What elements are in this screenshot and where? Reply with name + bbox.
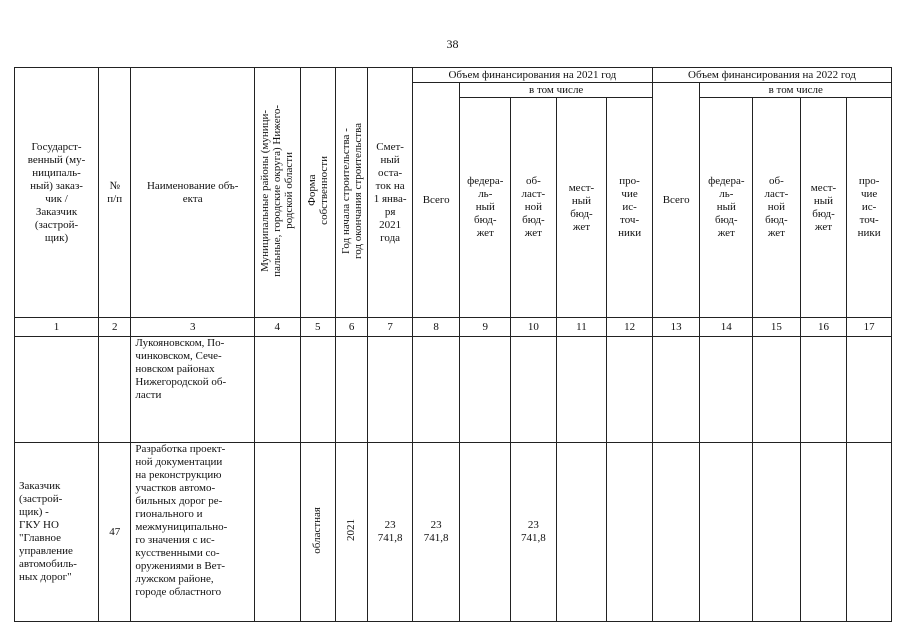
column-number: 5	[300, 318, 335, 337]
header-fin-2022: Объем финансирования на 2022 год	[652, 68, 891, 83]
header-fin-2021: Объем финансирования на 2021 год	[412, 68, 652, 83]
header-total-2021: Всего	[412, 83, 460, 318]
header-regional-2022: об- ласт- ной бюд- жет	[753, 98, 801, 318]
table-row	[15, 443, 892, 622]
row-regional-2022	[753, 337, 801, 443]
row-customer: Заказчик (застрой- щик) - ГКУ НО "Главное управление автомобиль- ных дорог"	[15, 443, 99, 622]
row-other-2022	[847, 443, 892, 622]
header-other-2021: про- чие ис- точ- ники	[607, 98, 653, 318]
column-number: 10	[511, 318, 557, 337]
row-total-2022	[652, 443, 700, 622]
financing-table	[14, 67, 892, 622]
header-federal-2022: федера- ль- ный бюд- жет	[700, 98, 753, 318]
row-object-name: Разработка проект- ной документации на реконструкцию участков автомо- бильных дорог ре- гионального и межмуниципально- го значения с ис- кусственными со- оружениями в Вет- лужском районе, городе областного	[131, 443, 255, 622]
row-local-2021	[556, 337, 607, 443]
column-number: 7	[368, 318, 413, 337]
row-other-2022	[847, 337, 892, 443]
header-including-2022: в том числе	[700, 83, 892, 98]
header-customer: Государст- венный (му- ниципаль- ный) заказ- чик / Заказчик (застрой- щик)	[15, 68, 99, 318]
row-federal-2021	[460, 337, 511, 443]
column-number: 2	[99, 318, 131, 337]
header-local-2022: мест- ный бюд- жет	[800, 98, 847, 318]
table-row	[15, 337, 892, 443]
row-federal-2021	[460, 443, 511, 622]
column-number: 4	[254, 318, 300, 337]
row-years	[335, 337, 367, 443]
column-number-row	[15, 318, 892, 337]
header-row-1	[15, 68, 892, 83]
row-ownership	[300, 337, 335, 443]
row-local-2022	[800, 337, 847, 443]
header-districts: Муниципальные районы (муници- пальные, городские округа) Нижего- родской области	[254, 68, 300, 318]
column-number: 13	[652, 318, 700, 337]
header-including-2021: в том числе	[460, 83, 652, 98]
column-number: 17	[847, 318, 892, 337]
header-local-2021: мест- ный бюд- жет	[556, 98, 607, 318]
row-total-2021: 23 741,8	[412, 443, 460, 622]
row-regional-2022	[753, 443, 801, 622]
row-districts	[254, 337, 300, 443]
header-total-2022: Всего	[652, 83, 700, 318]
row-regional-2021	[511, 337, 557, 443]
column-number: 1	[15, 318, 99, 337]
row-other-2021	[607, 337, 653, 443]
header-federal-2021: федера- ль- ный бюд- жет	[460, 98, 511, 318]
column-number: 14	[700, 318, 753, 337]
row-no	[99, 337, 131, 443]
row-regional-2021: 23 741,8	[511, 443, 557, 622]
row-customer	[15, 337, 99, 443]
header-ownership: Форма собственности	[300, 68, 335, 318]
row-federal-2022	[700, 443, 753, 622]
header-other-2022: про- чие ис- точ- ники	[847, 98, 892, 318]
row-total-2022	[652, 337, 700, 443]
header-years: Год начала строительства - год окончания строительства	[335, 68, 367, 318]
row-districts	[254, 443, 300, 622]
column-number: 16	[800, 318, 847, 337]
row-object-name: Лукояновском, По- чинковском, Сече- новском районах Нижегородской об- ласти	[131, 337, 255, 443]
column-number: 9	[460, 318, 511, 337]
row-other-2021	[607, 443, 653, 622]
row-federal-2022	[700, 337, 753, 443]
column-number: 3	[131, 318, 255, 337]
column-number: 8	[412, 318, 460, 337]
row-total-2021	[412, 337, 460, 443]
row-local-2021	[556, 443, 607, 622]
column-number: 12	[607, 318, 653, 337]
column-number: 6	[335, 318, 367, 337]
row-local-2022	[800, 443, 847, 622]
header-remainder: Смет- ный оста- ток на 1 янва- ря 2021 года	[368, 68, 413, 318]
header-regional-2021: об- ласт- ной бюд- жет	[511, 98, 557, 318]
row-remainder: 23 741,8	[368, 443, 413, 622]
header-no: № п/п	[99, 68, 131, 318]
header-object-name: Наименование объ- екта	[131, 68, 255, 318]
row-no: 47	[99, 443, 131, 622]
page-number: 38	[446, 37, 459, 51]
row-remainder	[368, 337, 413, 443]
row-years: 2021	[335, 443, 367, 622]
row-ownership: областная	[300, 443, 335, 622]
column-number: 11	[556, 318, 607, 337]
column-number: 15	[753, 318, 801, 337]
